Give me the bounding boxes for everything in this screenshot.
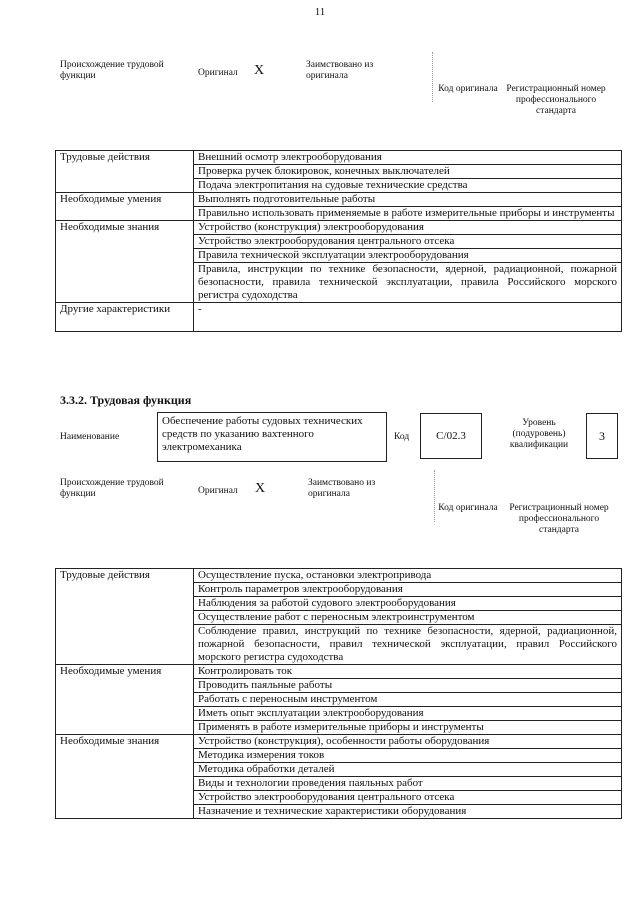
- name-label: Наименование: [60, 432, 120, 442]
- table-row: Правила технической эксплуатации электрооборудования: [194, 249, 622, 263]
- table-row: Подача электропитания на судовые технические средства: [194, 179, 622, 193]
- knowledge-label: Необходимые знания: [56, 221, 194, 303]
- skills-label: Необходимые умения: [56, 193, 194, 221]
- table-row: Правила, инструкции по технике безопасности, ядерной, радиационной, пожарной безопасности, правила технической эксплуатации, правила Российского морского регистра судоходства: [194, 263, 622, 303]
- section-heading: 3.3.2. Трудовая функция: [60, 393, 192, 407]
- table-row: Устройство электрооборудования центрального отсека: [194, 791, 622, 805]
- borrowed-label: Заимствовано из оригинала: [306, 60, 374, 81]
- origin-divider: [432, 52, 433, 102]
- skills-label: Необходимые умения: [56, 665, 194, 735]
- table-row: Наблюдения за работой судового электрооборудования: [194, 597, 622, 611]
- table-row: Осуществление пуска, остановки электропривода: [194, 569, 622, 583]
- level-label: Уровень (подуровень) квалификации: [509, 418, 569, 450]
- table-row: Иметь опыт эксплуатации электрооборудования: [194, 707, 622, 721]
- reg-number-label: Регистрационный номер профессионального стандарта: [506, 84, 606, 116]
- knowledge-label: Необходимые знания: [56, 735, 194, 819]
- table-row: Проводить паяльные работы: [194, 679, 622, 693]
- code-original-label: Код оригинала: [438, 84, 498, 94]
- table-row: Внешний осмотр электрооборудования: [194, 151, 622, 165]
- table-row: Устройство (конструкция), особенности работы оборудования: [194, 735, 622, 749]
- table-row: Устройство (конструкция) электрооборудования: [194, 221, 622, 235]
- borrowed-label: Заимствовано из оригинала: [308, 478, 376, 499]
- code-box: C/02.3: [420, 413, 482, 459]
- table-row: Правильно использовать применяемые в работе измерительные приборы и инструменты: [194, 207, 622, 221]
- table-row: Контролировать ток: [194, 665, 622, 679]
- table-row: Соблюдение правил, инструкций по технике безопасности, ядерной, радиационной, пожарной безопасности, правил технической эксплуатации, правил Российского морского регистра судоходства: [194, 625, 622, 665]
- origin-divider: [434, 470, 435, 522]
- original-label: Оригинал: [198, 486, 238, 496]
- work-function-table-2: [55, 568, 622, 819]
- reg-number-label: Регистрационный номер профессионального стандарта: [509, 503, 609, 535]
- actions-label: Трудовые действия: [56, 569, 194, 665]
- original-mark: X: [254, 63, 265, 78]
- table-row: Устройство электрооборудования центрального отсека: [194, 235, 622, 249]
- origin-label: Происхождение трудовой функции: [60, 478, 164, 499]
- table-row: Методика измерения токов: [194, 749, 622, 763]
- original-label: Оригинал: [198, 68, 238, 78]
- function-name-box: Обеспечение работы судовых технических средств по указанию вахтенного электромеханика: [157, 412, 387, 462]
- table-row: Виды и технологии проведения паяльных работ: [194, 777, 622, 791]
- table-row: Назначение и технические характеристики оборудования: [194, 805, 622, 819]
- level-box: 3: [586, 413, 618, 459]
- table-row: Проверка ручек блокировок, конечных выключателей: [194, 165, 622, 179]
- code-label: Код: [394, 432, 410, 442]
- table-row: Методика обработки деталей: [194, 763, 622, 777]
- table-row: Контроль параметров электрооборудования: [194, 583, 622, 597]
- page-number: 11: [314, 6, 326, 18]
- table-row: Работать с переносным инструментом: [194, 693, 622, 707]
- original-mark: X: [255, 481, 266, 496]
- table-row: Выполнять подготовительные работы: [194, 193, 622, 207]
- other-label: Другие характеристики: [56, 303, 194, 332]
- table-row: Применять в работе измерительные приборы и инструменты: [194, 721, 622, 735]
- table-row: Осуществление работ с переносным электроинструментом: [194, 611, 622, 625]
- table-row: -: [194, 303, 622, 332]
- actions-label: Трудовые действия: [56, 151, 194, 193]
- code-original-label: Код оригинала: [438, 503, 498, 513]
- origin-label: Происхождение трудовой функции: [60, 60, 164, 81]
- work-function-table-1: [55, 150, 622, 332]
